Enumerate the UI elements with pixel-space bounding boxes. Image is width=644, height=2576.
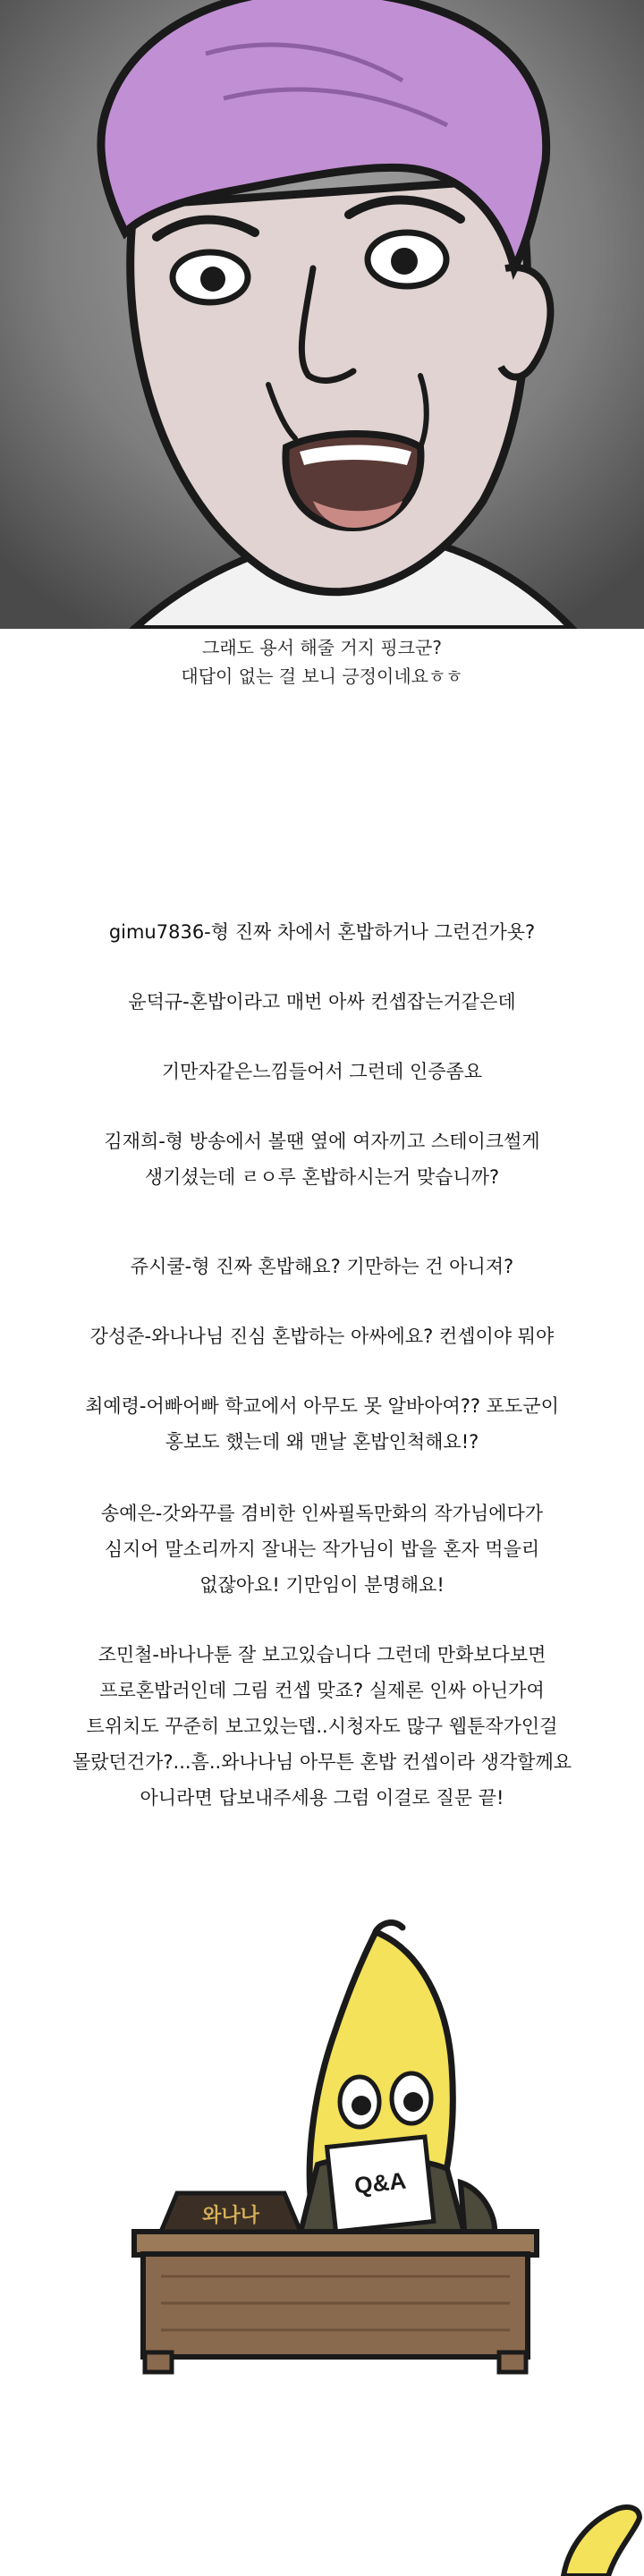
comment-line: 없잖아요! 기만임이 분명해요! (199, 1574, 445, 1596)
intro-caption (0, 633, 644, 691)
pink-hair-character-illustration (0, 0, 644, 629)
banana-desk-scene (0, 1896, 644, 2397)
comment-line: 심지어 말소리까지 잘내는 작가님이 밥을 혼자 먹을리 (104, 1538, 540, 1560)
banana-at-desk-illustration (0, 1896, 644, 2397)
comment-line: 기만자같은느낌들어서 그런데 인증좀요 (161, 1061, 483, 1082)
comment-line: 쥬시쿨-형 진짜 혼밥해요? 기만하는 건 아니져? (130, 1256, 514, 1277)
comment-line: 송예은-갓와꾸를 겸비한 인싸필독만화의 작가님에다가 (100, 1503, 544, 1524)
reader-comment (0, 1249, 644, 1284)
comment-line: 트위치도 꾸준히 보고있는뎁..시청자도 많구 웹툰작가인걸 (86, 1716, 558, 1737)
intro-caption-line: 대답이 없는 걸 보니 긍정이네요ㅎㅎ (181, 665, 463, 687)
q-and-a-paper-text: Q&A (352, 2166, 408, 2199)
reader-comment (0, 1123, 644, 1195)
comment-line: 윤덕규-혼밥이라고 매번 아싸 컨셉잡는거같은데 (128, 991, 516, 1013)
reader-comment (0, 1054, 644, 1089)
intro-caption-line: 그래도 용서 해줄 거지 핑크군? (202, 637, 442, 658)
comment-line: 조민철-바나나툰 잘 보고있습니다 그런데 만화보다보면 (97, 1644, 547, 1665)
nameplate-text: 와나나 (202, 2205, 259, 2227)
comic-panel-pink-hair-character (0, 0, 644, 629)
comment-line: 김재희-형 방송에서 볼땐 옆에 여자끼고 스테이크썰게 (104, 1131, 540, 1152)
comment-line: gimu7836-형 진짜 차에서 혼밥하거나 그런건가욧? (108, 921, 536, 943)
reader-comment (0, 1496, 644, 1603)
reader-comment (0, 914, 644, 950)
reader-comment (0, 1318, 644, 1354)
reader-comment (0, 1388, 644, 1460)
comment-line: 생기셨는데 ㄹㅇ루 혼밥하시는거 맞습니까? (144, 1166, 500, 1188)
reader-comment (0, 1637, 644, 1816)
comment-line: 최예령-어빠어빠 학교에서 아무도 못 알바아여?? 포도군이 (85, 1395, 559, 1417)
banana-peek-corner (501, 2496, 644, 2576)
reader-comment (0, 984, 644, 1020)
comment-line: 아니라면 답보내주세용 그럼 이걸로 질문 끝! (140, 1787, 504, 1809)
comment-line: 몰랐던건가?...흠..와나나님 아무튼 혼밥 컨셉이라 생각할께요 (72, 1751, 572, 1773)
comment-line: 홍보도 했는데 왜 맨날 혼밥인척해요!? (165, 1431, 479, 1453)
comment-line: 강성준-와나나님 진심 혼밥하는 아싸에요? 컨셉이야 뭐야 (89, 1326, 555, 1347)
banana-peek-illustration (501, 2496, 644, 2576)
comment-line: 프로혼밥러인데 그림 컨셉 맞죠? 실제론 인싸 아닌가여 (99, 1680, 545, 1701)
